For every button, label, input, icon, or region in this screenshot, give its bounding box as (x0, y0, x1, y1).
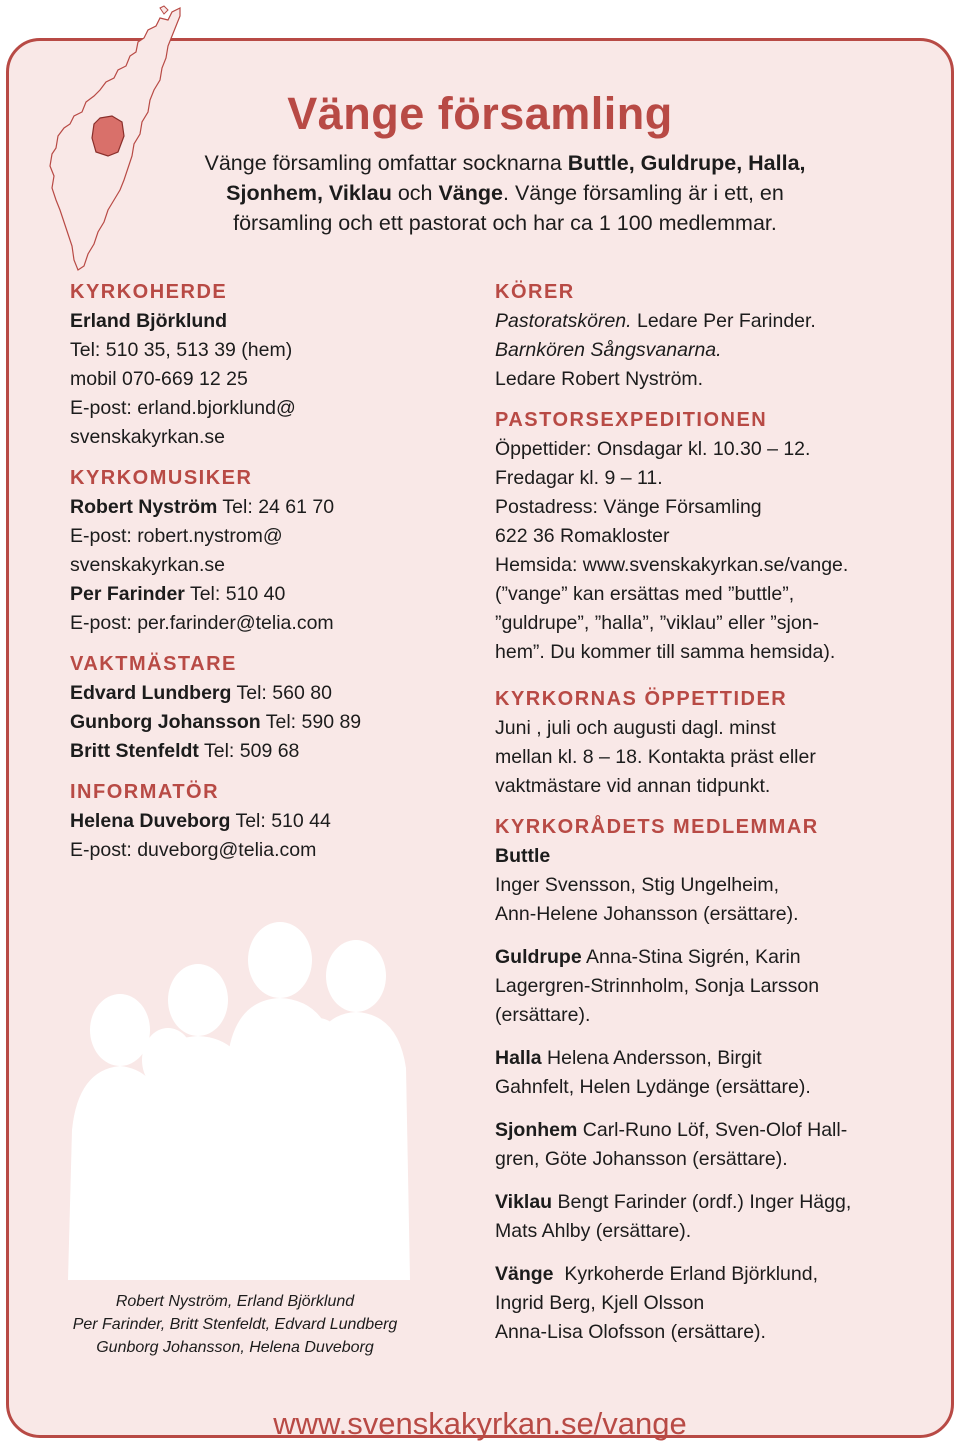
parish-label: Guldrupe (495, 946, 582, 968)
oppettider-section: KYRKORNAS ÖPPETTIDER Juni , juli och augusti dagl. minst mellan kl. 8 – 18. Kontakta präst eller vaktmästare vid annan tidpunkt. (495, 685, 915, 801)
pastorsexpeditionen-section: PASTORSEXPEDITIONEN Öppettider: Onsdagar kl. 10.30 – 12. Fredagar kl. 9 – 11. Postadress: Vänge Församling 622 36 Romakloster Hemsida: www.svenskakyrkan.se/vange. (”vange” kan ersättas med ”buttle”, ”guldrupe”, ”halla”, ”viklau” eller ”sjon- hem”. Du kommer till samma hemsida). (495, 406, 915, 667)
phone-text: Tel: 24 61 70 (217, 496, 335, 518)
informator-section (70, 778, 460, 865)
page-title: Vänge församling (287, 88, 673, 139)
intro-text: Vänge församling omfattar socknarna Buttle, Guldrupe, Halla, Sjonhem, Viklau och Vänge. Vänge församling är i ett, en församling och ett pastorat och har ca 1 100 medlemmar. (204, 151, 806, 235)
email-text: E-post: robert.nystrom@ (70, 525, 283, 547)
section-heading: INFORMATÖR (70, 781, 220, 803)
person-name: Robert Nyström (70, 496, 218, 518)
person-name: Erland Björklund (70, 310, 228, 332)
right-column (495, 278, 915, 1359)
email-text: E-post: per.farinder@telia.com (70, 612, 334, 634)
staff-silhouette-image (58, 880, 438, 1280)
email-text-cont: svenskakyrkan.se (70, 554, 225, 576)
phone-text: Tel: 510 35, 513 39 (hem) (70, 339, 293, 361)
phone-text: Tel: 590 89 (260, 711, 362, 733)
mobile-text: mobil 070-669 12 25 (70, 368, 248, 390)
person-name: Helena Duveborg (70, 810, 231, 832)
person-name: Britt Stenfeldt (70, 740, 199, 762)
email-text: E-post: erland.bjorklund@ (70, 397, 296, 419)
phone-text: Tel: 509 68 (198, 740, 300, 762)
parish-label: Sjonhem (495, 1119, 578, 1141)
kyrkoherde-section (70, 278, 460, 452)
kyrkoradet-section: KYRKORÅDETS MEDLEMMAR Buttle Inger Svensson, Stig Ungelheim, Ann-Helene Johansson (ersättare). Guldrupe Anna-Stina Sigrén, Karin Lagergren-Strinnholm, Sonja Larsson (ersättare). Halla Helena Andersson, Birgit Gahnfelt, Helen Lydänge (ersättare). Sjonhem Carl-Runo Löf, Sven-Olof Hall- gren, Göte Johansson (ersättare). Viklau Bengt Farinder (ordf.) Inger Hägg, Mats Ahlby (ersättare). Vänge Kyrkoherde Erland Björklund, Ingrid Berg, Kjell Olsson Anna-Lisa Olofsson (ersättare). (495, 813, 915, 1347)
section-heading: KYRKOHERDE (70, 281, 228, 303)
left-column (70, 278, 460, 877)
vaktmastare-section (70, 650, 460, 766)
section-heading: VAKTMÄSTARE (70, 653, 237, 675)
phone-text: Tel: 510 40 (184, 583, 286, 605)
email-text: E-post: duveborg@telia.com (70, 839, 317, 861)
person-name: Per Farinder (70, 583, 185, 605)
person-name: Edvard Lundberg (70, 682, 232, 704)
section-heading: KYRKOMUSIKER (70, 467, 253, 489)
footer-url-link[interactable]: www.svenskakyrkan.se/vange (273, 1406, 687, 1441)
parish-label: Halla (495, 1047, 542, 1069)
phone-text: Tel: 560 80 (231, 682, 332, 704)
phone-text: Tel: 510 44 (230, 810, 331, 832)
email-text-cont: svenskakyrkan.se (70, 426, 225, 448)
section-heading: PASTORSEXPEDITIONEN (495, 409, 768, 431)
section-heading: KÖRER (495, 281, 575, 303)
photo-caption: Robert Nyström, Erland Björklund Per Farinder, Britt Stenfeldt, Edvard Lundberg Gunborg Johansson, Helena Duveborg (72, 1293, 398, 1356)
parish-label: Vänge (495, 1263, 554, 1285)
kyrkomusiker-section (70, 464, 460, 638)
korer-section: KÖRER Pastoratskören. Ledare Per Farinder. Barnkören Sångsvanarna. Ledare Robert Nyström. (495, 278, 915, 394)
parish-label: Buttle (495, 845, 551, 867)
person-name: Gunborg Johansson (70, 711, 261, 733)
homepage-text: Hemsida: www.svenskakyrkan.se/vange. (495, 554, 849, 576)
parish-label: Viklau (495, 1191, 553, 1213)
section-heading: KYRKORNAS ÖPPETTIDER (495, 688, 788, 710)
section-heading: KYRKORÅDETS MEDLEMMAR (495, 816, 819, 838)
